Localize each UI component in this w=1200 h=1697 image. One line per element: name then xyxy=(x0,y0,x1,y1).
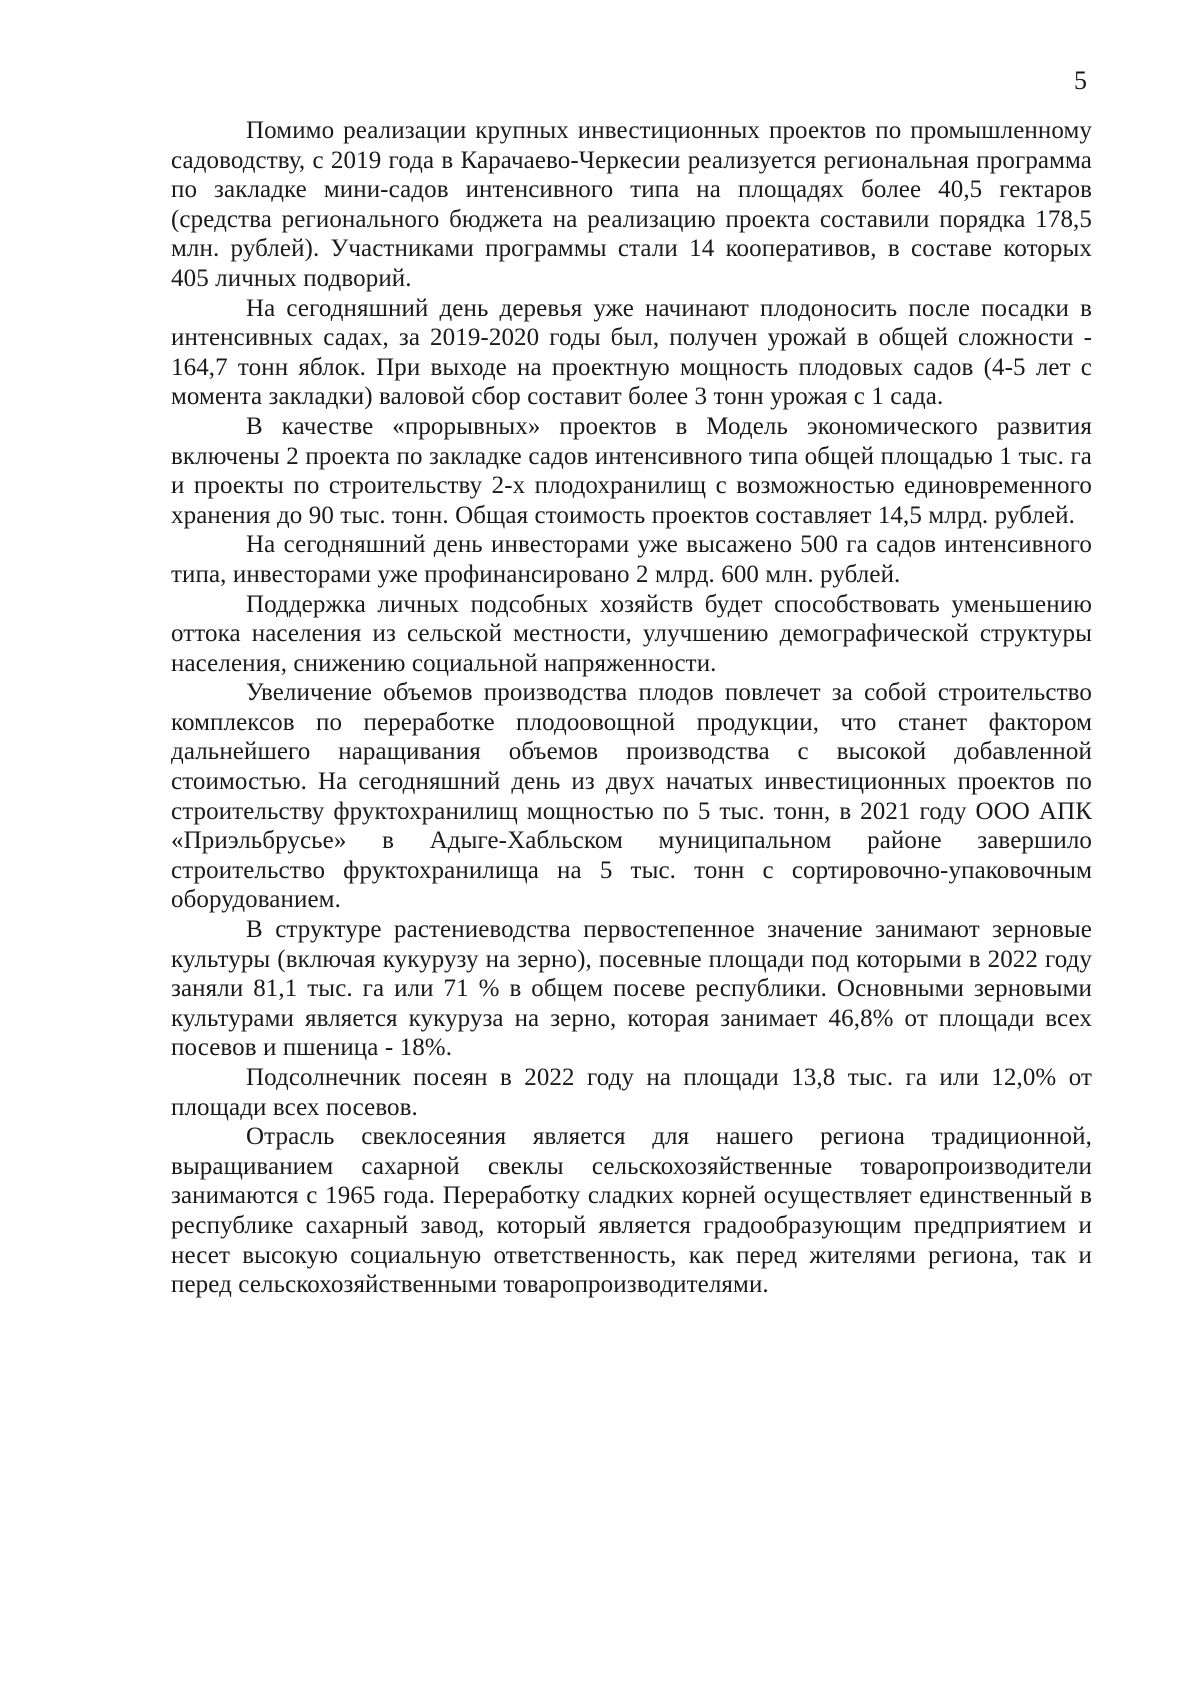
paragraph-harvest: На сегодняшний день деревья уже начинают плодоносить после посадки в интенсивных садах, за 2019-2020 годы был, получен урожай в общей сложности - 164,7 тонн яблок. При выходе на проектную мощность плодовых садов (4-5 лет с момента закладки) валовой сбор составит более 3 тонн урожая с 1 сада. xyxy=(171,294,1092,411)
paragraph-household-support: Поддержка личных подсобных хозяйств будет способствовать уменьшению оттока населения из сельской местности, улучшению демографической структуры населения, снижению социальной напряженности. xyxy=(171,590,1092,677)
paragraph-fruit-processing: Увеличение объемов производства плодов повлечет за собой строительство комплексов по переработке плодоовощной продукции, что станет фактором дальнейшего наращивания объемов производства с высокой добавленной стоимостью. На сегодняшний день из двух начатых инвестиционных проектов по строительству фруктохранилищ мощностью по 5 тыс. тонн, в 2021 году ООО АПК «Приэльбрусье» в Адыге-Хабльском муниципальном районе завершило строительство фруктохранилища на 5 тыс. тонн с сортировочно-упаковочным оборудованием. xyxy=(171,679,1092,914)
document-body xyxy=(171,116,1092,1300)
page-number: 5 xyxy=(1074,66,1087,95)
paragraph-sunflower: Подсолнечник посеян в 2022 году на площади 13,8 тыс. га или 12,0% от площади всех посевов. xyxy=(171,1064,1092,1121)
paragraph-breakthrough-projects: В качестве «прорывных» проектов в Модель экономического развития включены 2 проекта по закладке садов интенсивного типа общей площадью 1 тыс. га и проекты по строительству 2-х плодохранилищ с возможностью единовременного хранения до 90 тыс. тонн. Общая стоимость проектов составляет 14,5 млрд. рублей. xyxy=(171,412,1092,529)
paragraph-sugar-beet: Отрасль свеклосеяния является для нашего региона традиционной, выращиванием сахарной свеклы сельскохозяйственные товаропроизводители занимаются с 1965 года. Переработку сладких корней осуществляет единственный в республике сахарный завод, который является градообразующим предприятием и несет высокую социальную ответственность, как перед жителями региона, так и перед сельскохозяйственными товаропроизводителями. xyxy=(171,1123,1092,1299)
paragraph-grain-crops: В структуре растениеводства первостепенное значение занимают зерновые культуры (включая кукурузу на зерно), посевные площади под которыми в 2022 году заняли 81,1 тыс. га или 71 % в общем посеве республики. Основными зерновыми культурами является кукуруза на зерно, которая занимает 46,8% от площади всех посевов и пшеница - 18%. xyxy=(171,916,1092,1062)
paragraph-investors-planted: На сегодняшний день инвесторами уже высажено 500 га садов интенсивного типа, инвесторами уже профинансировано 2 млрд. 600 млн. рублей. xyxy=(171,531,1092,588)
paragraph-mini-gardens-program: Помимо реализации крупных инвестиционных проектов по промышленному садоводству, с 2019 года в Карачаево-Черкесии реализуется региональная программа по закладке мини-садов интенсивного типа на площадях более 40,5 гектаров (средства регионального бюджета на реализацию проекта составили порядка 178,5 млн. рублей). Участниками программы стали 14 кооперативов, в составе которых 405 личных подворий. xyxy=(171,117,1092,292)
